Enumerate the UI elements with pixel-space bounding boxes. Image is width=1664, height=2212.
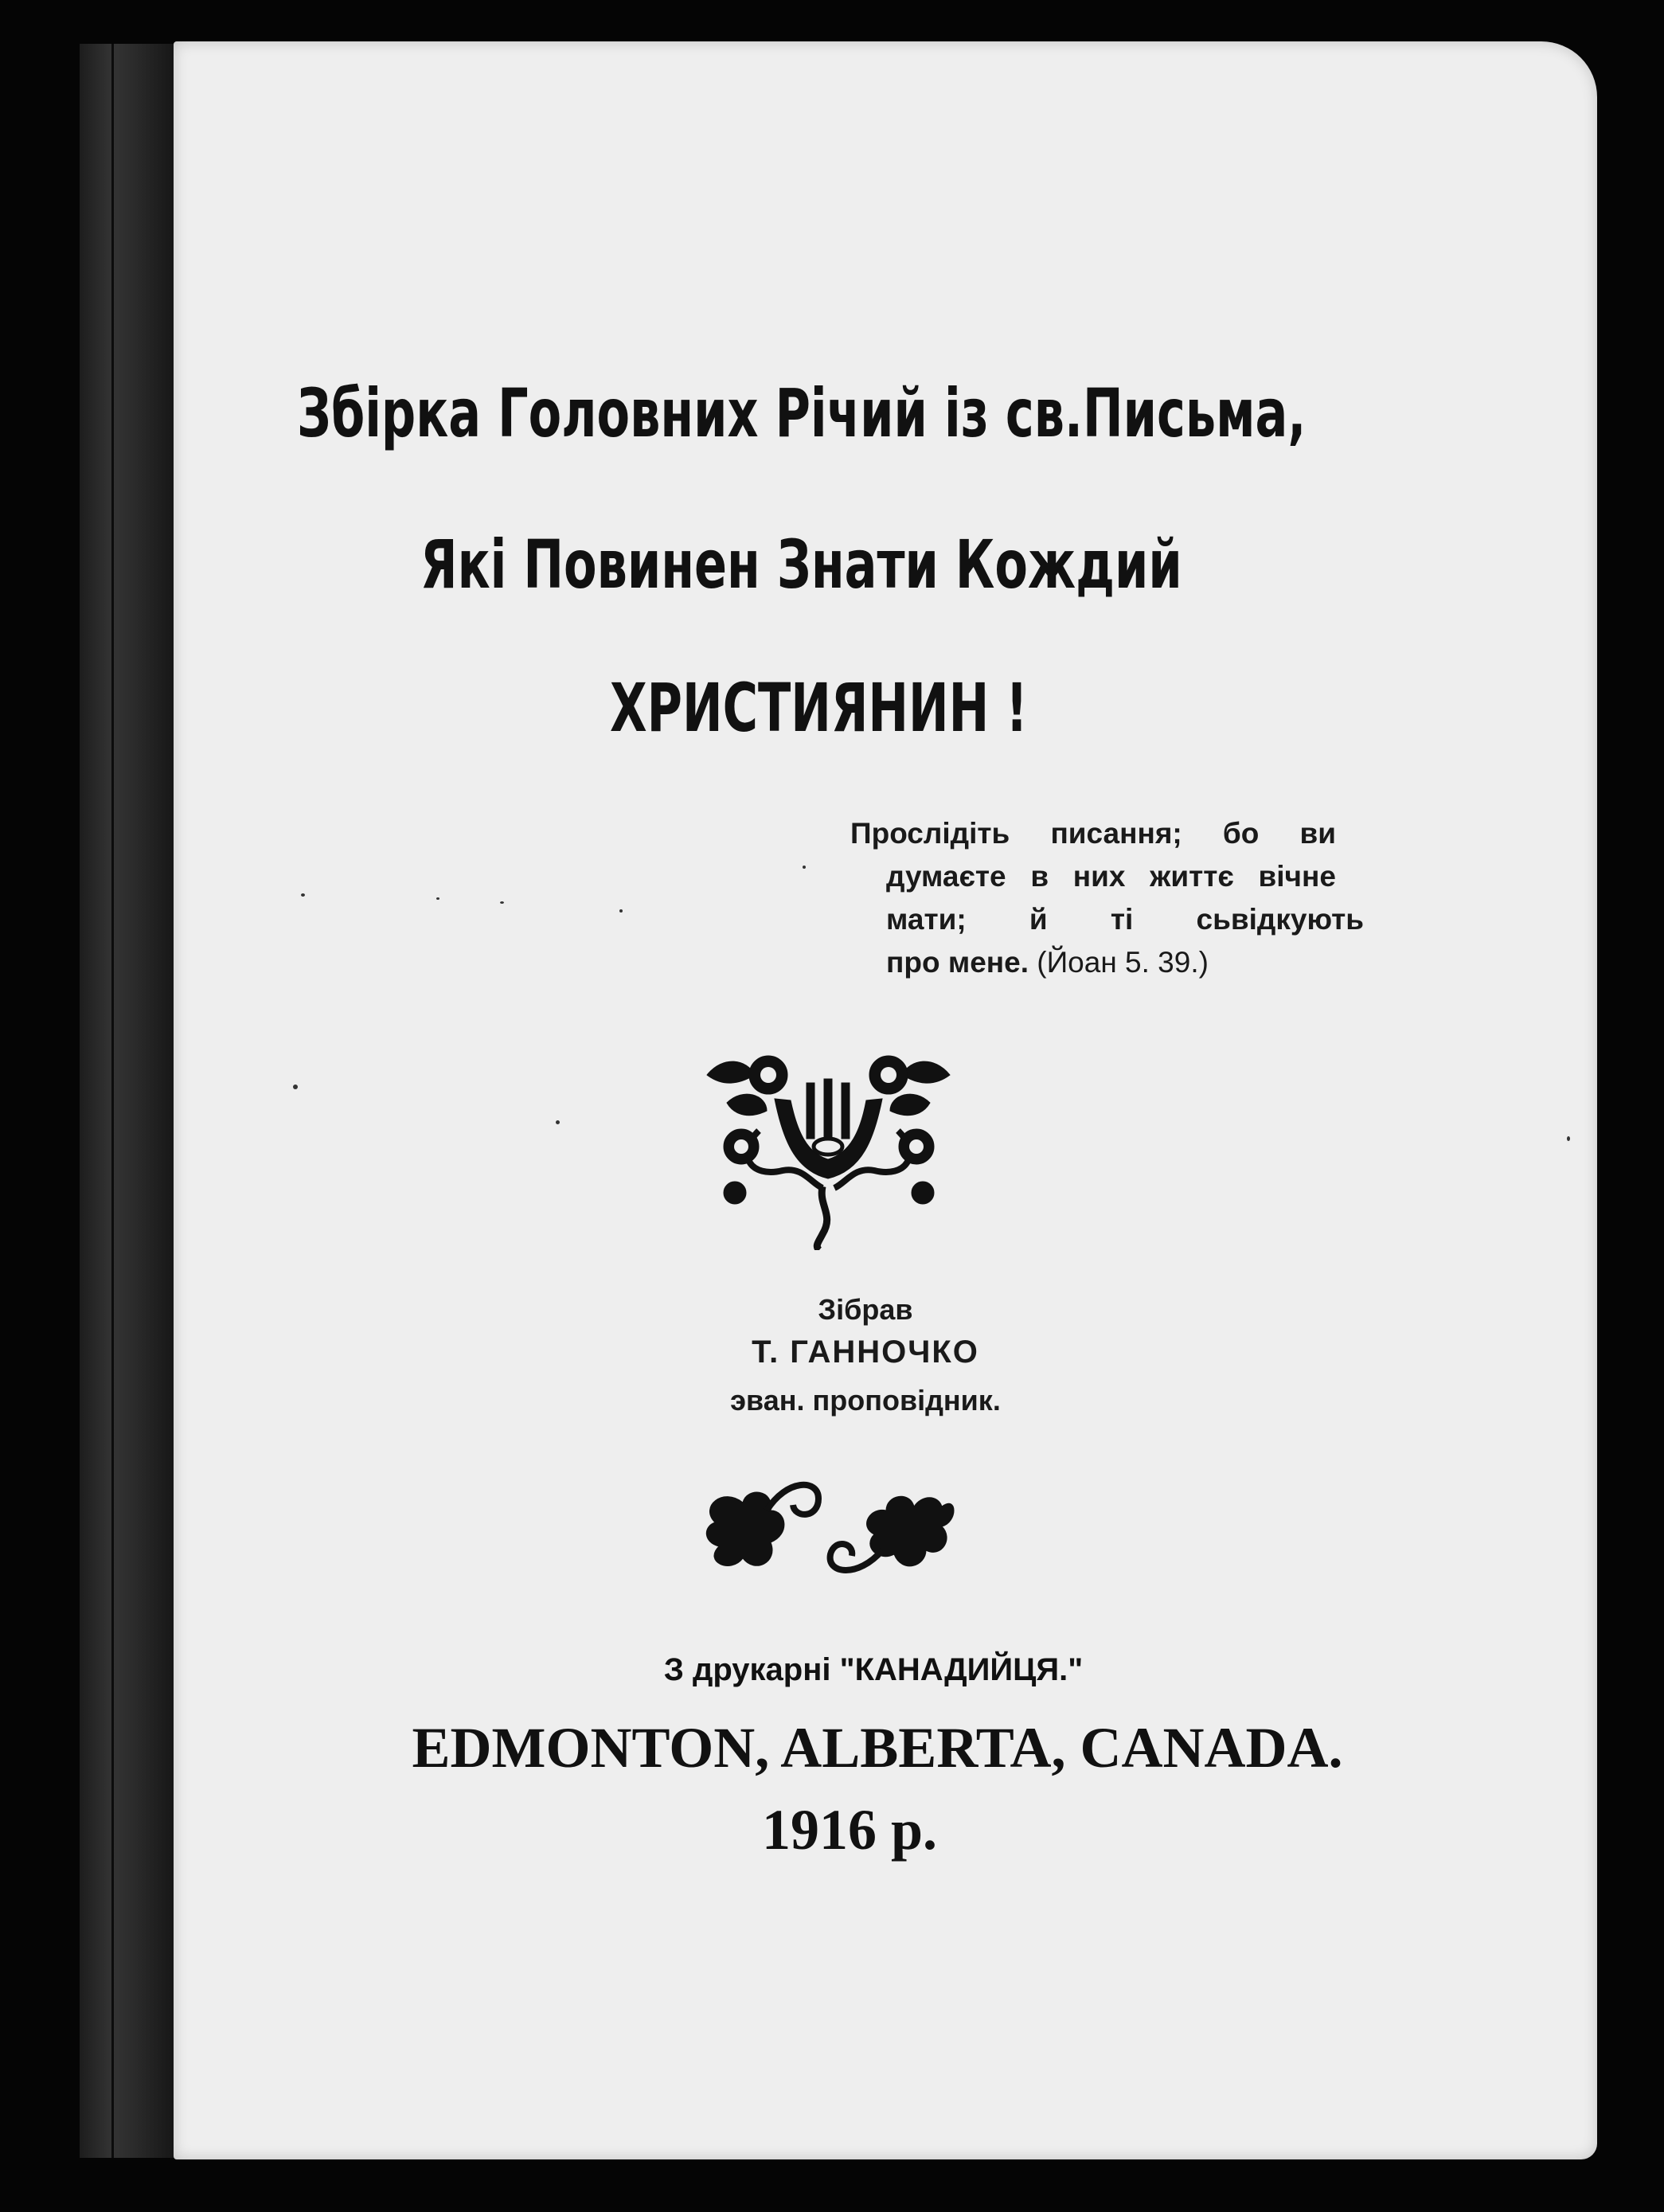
paper-speck [301,893,305,897]
epigraph-word: писання; [1050,817,1182,850]
title-page [174,41,1597,2159]
epigraph-line-3 [886,898,1364,941]
epigraph-word: мати; [886,903,967,936]
epigraph-word: в [1030,860,1049,893]
epigraph-word: ви [1299,817,1336,850]
epigraph-word: них [1072,860,1126,893]
printer-line: З друкарні "КАНАДИЙЦЯ." [663,1652,1084,1687]
compiled-by-label: Зібрав [818,1293,913,1326]
scripture-reference: (Йоан 5. 39.) [1037,946,1209,979]
epigraph-line-1 [850,812,1336,855]
epigraph-word: сьвідкують [1196,903,1364,936]
epigraph-word: Прослідіть [850,817,1010,850]
epigraph-word: життє [1150,860,1234,893]
floral-ornament-icon [703,1051,954,1250]
epigraph-line-2 [886,855,1336,898]
epigraph-text: про мене. [886,946,1029,979]
publication-year: 1916 р. [761,1798,938,1862]
paper-speck [619,909,623,913]
paper-speck [293,1085,298,1089]
spine-edge [111,44,114,2158]
compiler-role: эван. проповідник. [730,1384,1001,1417]
epigraph-word: й [1029,903,1048,936]
publication-place: EDMONTON, ALBERTA, CANADA. [412,1716,1343,1780]
paper-speck [803,866,806,869]
paper-speck [500,901,504,904]
epigraph-word: ті [1110,903,1134,936]
title-line-2: Які Повинен Знати Кождий [420,526,1182,604]
paper-speck [1567,1136,1570,1141]
leaf-ornament-icon [699,1475,958,1586]
epigraph-word: вічне [1258,860,1336,893]
paper-speck [556,1120,560,1124]
title-line-3: ХРИСТИЯНИН ! [610,669,1028,747]
paper-speck [436,897,439,900]
compiler-name: Т. ГАННОЧКО [752,1335,979,1370]
epigraph-line-4 [886,941,1376,984]
title-line-1: Збірка Головних Річий із св.Письма, [297,374,1307,452]
epigraph-word: думаєте [886,860,1006,893]
epigraph [850,812,1376,984]
epigraph-word: бо [1222,817,1260,850]
